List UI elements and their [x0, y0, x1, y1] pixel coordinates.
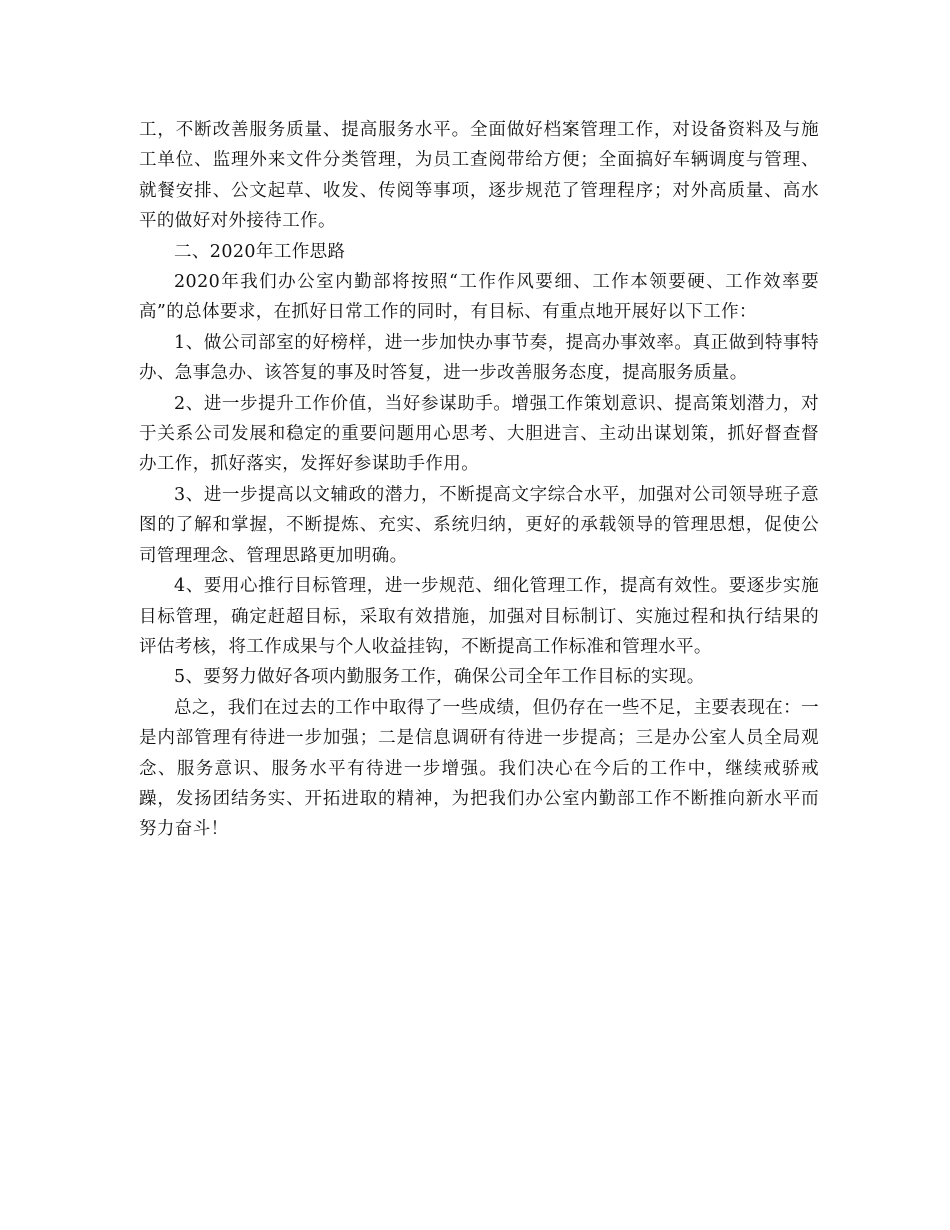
paragraph-item-2: 2、进一步提升工作价值，当好参谋助手。增强工作策划意识、提高策划潜力，对于关系公司发展和稳定的重要问题用心思考、大胆进言、主动出谋划策，抓好督查督办工作，抓好落实，发挥好参谋助手作用。 [139, 393, 819, 475]
paragraph-item-5: 5、要努力做好各项内勤服务工作，确保公司全年工作目标的实现。 [174, 667, 705, 688]
paragraph-item-3: 3、进一步提高以文辅政的潜力，不断提高文字综合水平，加强对公司领导班子意图的了解和掌握，不断提炼、充实、系统归纳，更好的承载领导的管理思想，促使公司管理理念、管理思路更加明确。 [139, 484, 819, 566]
paragraph-item-1: 1、做公司部室的好榜样，进一步加快办事节奏，提高办事效率。真正做到特事特办、急事急办、该答复的事及时答复，进一步改善服务态度，提高服务质量。 [139, 332, 819, 384]
paragraph-intro: 2020年我们办公室内勤部将按照“工作作风要细、工作本领要硬、工作效率要高”的总体要求，在抓好日常工作的同时，有目标、有重点地开展好以下工作： [139, 272, 819, 323]
paragraph-item-4: 4、要用心推行目标管理，进一步规范、细化管理工作，提高有效性。要逐步实施目标管理，确定赶超目标，采取有效措施，加强对目标制订、实施过程和执行结果的评估考核，将工作成果与个人收益挂钩，不断提高工作标准和管理水平。 [139, 576, 819, 657]
document-body [139, 115, 819, 845]
paragraph-conclusion: 总之，我们在过去的工作中取得了一些成绩，但仍存在一些不足，主要表现在：一是内部管理有待进一步加强；二是信息调研有待进一步提高；三是办公室人员全局观念、服务意识、服务水平有待进一步增强。我们决心在今后的工作中，继续戒骄戒躁，发扬团结务实、开拓进取的精神，为把我们办公室内勤部工作不断推向新水平而努力奋斗！ [139, 697, 819, 840]
section-heading-2020-plan: 二、2020年工作思路 [174, 241, 346, 262]
paragraph-continuation: 工，不断改善服务质量、提高服务水平。全面做好档案管理工作，对设备资料及与施工单位、监理外来文件分类管理，为员工查阅带给方便；全面搞好车辆调度与管理、就餐安排、公文起草、收发、传阅等事项，逐步规范了管理程序；对外高质量、高水平的做好对外接待工作。 [139, 120, 819, 232]
